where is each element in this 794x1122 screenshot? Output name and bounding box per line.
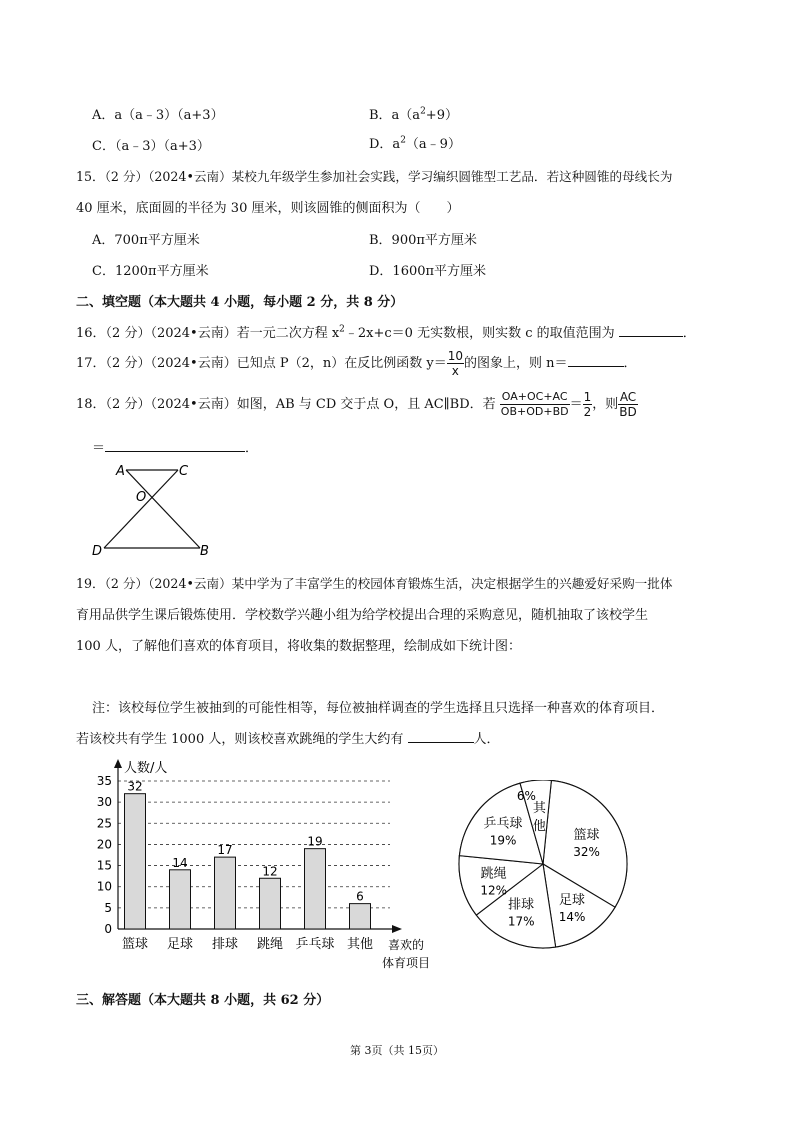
q19-note2-text: 若该校共有学生 1000 人，则该校喜欢跳绳的学生大约有: [76, 732, 404, 747]
q17-stem: [76, 349, 637, 378]
q18-fraction-1-den: OB+OD+BD: [500, 405, 569, 418]
bar-value-label: 17: [217, 843, 233, 858]
q19-stem-line3: 100 人，了解他们喜欢的体育项目，将收集的数据整理，绘制成如下统计图：: [76, 639, 521, 654]
q17-fraction: [447, 349, 464, 378]
q17-text-post: 的图象上，则 n＝: [463, 356, 568, 371]
segment-ab: [126, 470, 200, 548]
x-tick-label: 跳绳: [256, 937, 284, 952]
q16-answer-blank[interactable]: [619, 324, 683, 337]
q18-answer-blank[interactable]: [105, 439, 245, 452]
q14-option-b-text: B．a（a: [369, 108, 421, 123]
y-tick-label: 35: [96, 774, 112, 788]
q18-line2-eq: ＝: [92, 441, 106, 456]
bar-4: [305, 849, 326, 929]
q19-answer-blank[interactable]: [408, 730, 474, 743]
point-label-d: D: [92, 544, 103, 559]
pie-pct-label: 19%: [489, 833, 517, 848]
pie-pct-label: 32%: [573, 845, 600, 860]
q19-stem-line2: 育用品供学生课后锻炼使用．学校数学兴趣小组为给学校提出合理的采购意见，随机抽取了该校学生: [76, 608, 649, 623]
pie-pct-label: 12%: [480, 883, 508, 898]
segment-cd: [104, 470, 178, 548]
pie-name-label: 乒乓球: [483, 816, 523, 832]
x-tick-label: 足球: [166, 937, 194, 952]
q14-option-d-sup: 2: [400, 135, 406, 146]
y-tick-label: 5: [104, 900, 112, 915]
y-axis-label: 人数/人: [124, 761, 168, 776]
q16-sup: 2: [339, 324, 345, 335]
q16-text-pre: 16．（2 分）（2024•云南）若一元二次方程 x: [76, 326, 340, 341]
q18-fraction-3-den: BD: [619, 405, 637, 419]
x-tick-label: 篮球: [121, 937, 149, 952]
point-label-b: B: [200, 544, 209, 559]
q19-note-line1: 注：该校每位学生被抽到的可能性相等，每位被抽样调查的学生选择且只选择一种喜欢的体育项目．: [92, 701, 665, 716]
q18-fraction-1-num: OA+OC+AC: [500, 390, 570, 405]
point-label-o: O: [136, 490, 147, 505]
bar-value-label: 12: [262, 864, 278, 879]
q14-option-d-text2: （a﹣9）: [405, 137, 461, 152]
page-footer: 第 3页（共 15页）: [350, 1044, 444, 1057]
bar-1: [170, 870, 191, 929]
q19-note-line2: [76, 728, 500, 747]
x-tick-label: 排球: [211, 937, 239, 952]
x-tick-label: 乒乓球: [295, 937, 335, 952]
q16-stem: [76, 322, 696, 341]
pie-pct-label: 6%: [516, 789, 536, 803]
q14-option-a: A．a（a﹣3）（a+3）: [92, 108, 224, 123]
bar-value-label: 14: [172, 855, 188, 870]
q14-option-c: C．（a﹣3）（a+3）: [92, 139, 210, 154]
point-label-a: A: [116, 464, 125, 479]
bar-value-label: 32: [127, 779, 143, 794]
q18-text-mid: ，则: [592, 397, 619, 412]
q17-text-pre: 17．（2 分）（2024•云南）已知点 P（2，n）在反比例函数 y＝: [76, 356, 447, 371]
x-axis-label-line2: 体育项目: [381, 956, 431, 970]
q15-option-b: B．900π平方厘米: [369, 233, 477, 248]
q18-line2-end: ．: [245, 441, 259, 456]
pie-chart: [455, 780, 635, 950]
q15-stem-line2: 40 厘米，底面圆的半径为 30 厘米，则该圆锥的侧面积为（ ）: [76, 201, 460, 216]
y-axis-arrow: [114, 759, 122, 768]
pie-name-label: 排球: [508, 897, 535, 913]
q18-geometry-figure: [88, 460, 218, 560]
q18-answer-line: [92, 437, 258, 456]
bar-5: [350, 904, 371, 929]
q14-option-d: [369, 133, 461, 152]
q15-option-a: A．700π平方厘米: [92, 233, 200, 248]
q19-stem-line1: 19．（2 分）（2024•云南）某中学为了丰富学生的校园体育锻炼生活，决定根据学生的兴趣爱好采购一批体: [76, 576, 673, 591]
q18-text-pre: 18．（2 分）（2024•云南）如图，AB 与 CD 交于点 O，且 AC∥BD．若: [76, 397, 496, 412]
q15-option-d: D．1600π平方厘米: [369, 264, 487, 279]
q18-fraction-2-den: 2: [583, 405, 592, 419]
q16-text-end: ．: [682, 326, 696, 341]
q18-fraction-2-num: 1: [583, 390, 592, 404]
q15-stem-line1: 15．（2 分）（2024•云南）某校九年级学生参加社会实践，学习编织圆锥型工艺品．若这种圆锥的母线长为: [76, 169, 673, 184]
y-tick-label: 10: [96, 879, 112, 894]
x-tick-label: 其他: [346, 937, 374, 952]
x-axis-label-line1: 喜欢的: [387, 938, 425, 952]
section-2-heading: 二、填空题（本大题共 4 小题，每小题 2 分，共 8 分）: [76, 295, 404, 310]
q17-fraction-num: 10: [447, 349, 463, 363]
q17-text-end: ．: [623, 356, 637, 371]
y-tick-label: 0: [104, 922, 112, 936]
point-label-c: C: [179, 464, 189, 479]
y-tick-label: 15: [96, 858, 112, 873]
q14-option-d-text: D．a: [369, 137, 401, 152]
pie-name-label: 足球: [559, 893, 586, 909]
q16-text-post: ﹣2x+c＝0 无实数根，则实数 c 的取值范围为: [344, 326, 615, 341]
q19-note2-end: 人．: [473, 732, 500, 747]
pie-name-label: 其: [532, 801, 546, 816]
y-tick-label: 20: [96, 837, 112, 852]
pie-name-label: 跳绳: [480, 866, 507, 882]
section-3-heading: 三、解答题（本大题共 8 小题，共 62 分）: [76, 993, 330, 1008]
q18-fraction-3: [618, 390, 637, 419]
q15-option-c: C．1200π平方厘米: [92, 264, 209, 279]
x-axis-arrow: [392, 925, 402, 933]
pie-name-label: 他: [532, 819, 546, 834]
q18-fraction-1: [500, 390, 570, 419]
bar-chart: [80, 756, 450, 972]
bar-3: [260, 878, 281, 929]
q17-answer-blank[interactable]: [568, 354, 624, 367]
bar-0: [125, 794, 146, 929]
bar-2: [215, 857, 236, 929]
q14-option-b-sup: 2: [420, 106, 426, 117]
q18-stem: [76, 390, 638, 419]
q18-equals: ＝: [569, 397, 583, 412]
bar-value-label: 19: [307, 834, 323, 849]
q18-fraction-3-num: AC: [619, 390, 637, 404]
pie-pct-label: 17%: [507, 914, 535, 929]
y-tick-label: 30: [96, 795, 112, 810]
q18-fraction-2: [583, 390, 593, 419]
pie-name-label: 篮球: [573, 828, 600, 844]
bar-value-label: 6: [356, 889, 364, 904]
q14-option-b-text2: +9）: [425, 108, 458, 123]
q14-option-b: [369, 104, 458, 123]
y-tick-label: 25: [96, 816, 112, 831]
q17-fraction-den: x: [451, 364, 459, 378]
pie-pct-label: 14%: [558, 910, 586, 925]
